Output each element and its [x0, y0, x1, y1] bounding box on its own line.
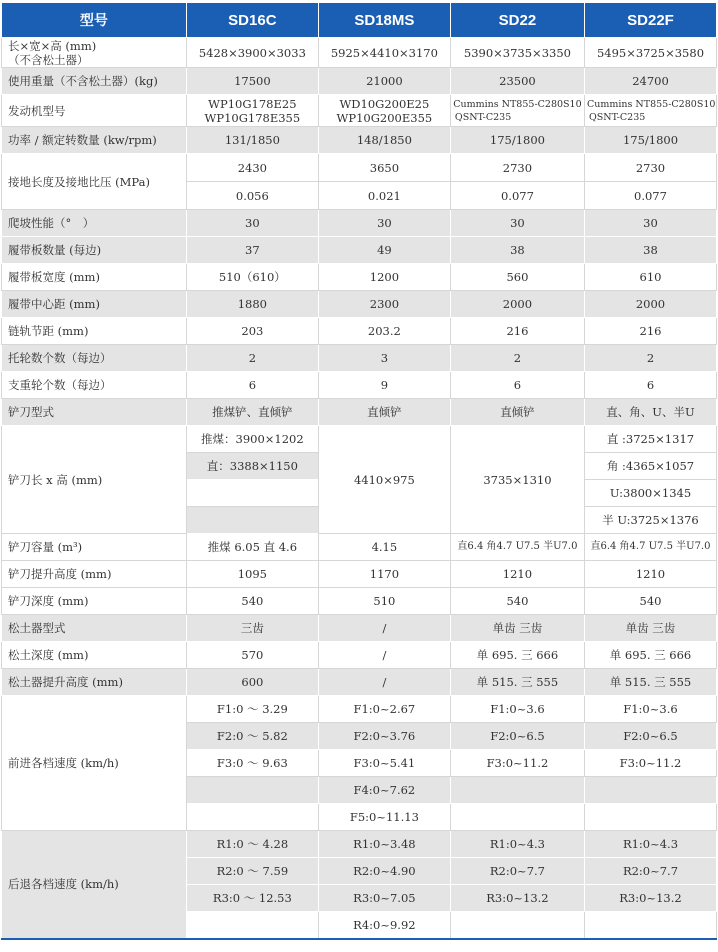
row-label: 铲刀提升高度 (mm) [2, 561, 187, 588]
cell: F3:0~11.2 [450, 750, 584, 777]
cell: 直6.4 角4.7 U7.5 半U7.0 [584, 534, 716, 561]
row-label: 支重轮个数（每边） [2, 372, 187, 399]
cell: 4410×975 [318, 426, 450, 534]
header-row [2, 3, 717, 38]
cell: 2730 [584, 154, 716, 182]
row-shoes [2, 237, 717, 264]
cell [584, 912, 716, 939]
cell: 203 [186, 318, 318, 345]
row-label: 后退各档速度 (km/h) [2, 831, 187, 939]
cell: 23500 [450, 68, 584, 95]
row-blade-size-1 [2, 426, 717, 453]
cell: 单 695. 三 666 [450, 642, 584, 669]
cell: 30 [186, 210, 318, 237]
cell: 540 [584, 588, 716, 615]
cell: 直倾铲 [318, 399, 450, 426]
cell: U:3800×1345 [584, 480, 716, 507]
row-shoe-width [2, 264, 717, 291]
cell: 30 [584, 210, 716, 237]
row-label: 功率 / 额定转数量 (kw/rpm) [2, 127, 187, 154]
cell: 17500 [186, 68, 318, 95]
cell: 1880 [186, 291, 318, 318]
cell [584, 95, 716, 127]
cell: 30 [318, 210, 450, 237]
cell: F2:0~6.5 [450, 723, 584, 750]
cell: 9 [318, 372, 450, 399]
row-label: 发动机型号 [2, 95, 187, 127]
cell: 2 [186, 345, 318, 372]
cell: 0.077 [584, 182, 716, 210]
row-blade-depth [2, 588, 717, 615]
cell: R2:0~4.90 [318, 858, 450, 885]
cell: F4:0~7.62 [318, 777, 450, 804]
cell: 3735×1310 [450, 426, 584, 534]
cell: F3:0 ～ 9.63 [186, 750, 318, 777]
row-weight [2, 68, 717, 95]
cell: 49 [318, 237, 450, 264]
row-track-rollers [2, 372, 717, 399]
row-label: 铲刀深度 (mm) [2, 588, 187, 615]
cell: R3:0~13.2 [584, 885, 716, 912]
cell: R3:0~13.2 [450, 885, 584, 912]
cell: 单齿 三齿 [584, 615, 716, 642]
cell: 角 :4365×1057 [584, 453, 716, 480]
label-line-2: （不含松土器） [8, 52, 89, 67]
cell: 2300 [318, 291, 450, 318]
row-ground-length [2, 154, 717, 182]
header-sd18ms: SD18MS [318, 3, 450, 38]
header-model-label: 型号 [2, 3, 187, 38]
cell: 21000 [318, 68, 450, 95]
cell [450, 777, 584, 804]
cell: 24700 [584, 68, 716, 95]
cell: 3650 [318, 154, 450, 182]
cell: 540 [450, 588, 584, 615]
cell [186, 507, 318, 534]
row-ripper-type [2, 615, 717, 642]
cell: 2000 [450, 291, 584, 318]
row-label: 链轨节距 (mm) [2, 318, 187, 345]
cell: 直：3388×1150 [186, 453, 318, 480]
row-label: 铲刀型式 [2, 399, 187, 426]
cell: 单 515. 三 555 [450, 669, 584, 696]
row-power [2, 127, 717, 154]
cell: 半 U:3725×1376 [584, 507, 716, 534]
cell [318, 95, 450, 127]
cell: 203.2 [318, 318, 450, 345]
cell-line: QSNT-C235 [454, 111, 512, 123]
cell: 直、角、U、半U [584, 399, 716, 426]
cell [186, 804, 318, 831]
cell: 1170 [318, 561, 450, 588]
cell: F1:0 ～ 3.29 [186, 696, 318, 723]
cell: 38 [584, 237, 716, 264]
cell: 560 [450, 264, 584, 291]
cell: 0.021 [318, 182, 450, 210]
cell: 2430 [186, 154, 318, 182]
cell: / [318, 642, 450, 669]
cell [186, 912, 318, 939]
cell: 2 [584, 345, 716, 372]
row-blade-capacity [2, 534, 717, 561]
cell: F2:0~6.5 [584, 723, 716, 750]
cell: R2:0~7.7 [584, 858, 716, 885]
cell: 175/1800 [584, 127, 716, 154]
row-dimensions [2, 38, 717, 68]
cell-line: WP10G200E355 [336, 110, 433, 125]
row-label: 托轮数个数（每边） [2, 345, 187, 372]
cell: 5495×3725×3580 [584, 38, 716, 68]
cell: F2:0 ～ 5.82 [186, 723, 318, 750]
cell: 131/1850 [186, 127, 318, 154]
cell: 216 [450, 318, 584, 345]
cell: 3 [318, 345, 450, 372]
cell: R4:0~9.92 [318, 912, 450, 939]
cell-line: WD10G200E25 [339, 96, 430, 111]
cell [584, 777, 716, 804]
cell: R1:0~3.48 [318, 831, 450, 858]
row-label: 铲刀容量 (m³) [2, 534, 187, 561]
row-blade-type [2, 399, 717, 426]
row-label [2, 38, 187, 68]
cell: 2000 [584, 291, 716, 318]
cell: 5428×3900×3033 [186, 38, 318, 68]
cell: 600 [186, 669, 318, 696]
cell: 6 [186, 372, 318, 399]
cell: 510 [318, 588, 450, 615]
cell: R1:0 ～ 4.28 [186, 831, 318, 858]
row-label: 松土器型式 [2, 615, 187, 642]
row-label: 爬坡性能（° ） [2, 210, 187, 237]
row-label: 接地长度及接地比压 (MPa) [2, 154, 187, 210]
cell: 1200 [318, 264, 450, 291]
cell [450, 95, 584, 127]
cell: F3:0~5.41 [318, 750, 450, 777]
cell [584, 804, 716, 831]
row-ripper-lift [2, 669, 717, 696]
cell: 单 695. 三 666 [584, 642, 716, 669]
cell: R2:0 ～ 7.59 [186, 858, 318, 885]
header-sd22f: SD22F [584, 3, 716, 38]
cell-line: QSNT-C235 [588, 111, 646, 123]
cell: 37 [186, 237, 318, 264]
row-label: 履带板数量 (每边) [2, 237, 187, 264]
row-label: 松土深度 (mm) [2, 642, 187, 669]
cell: 175/1800 [450, 127, 584, 154]
row-forward-1 [2, 696, 717, 723]
cell: F3:0~11.2 [584, 750, 716, 777]
cell: F5:0~11.13 [318, 804, 450, 831]
cell: 30 [450, 210, 584, 237]
cell: 510（610） [186, 264, 318, 291]
cell: 6 [584, 372, 716, 399]
cell: / [318, 669, 450, 696]
row-climb [2, 210, 717, 237]
cell: 直6.4 角4.7 U7.5 半U7.0 [450, 534, 584, 561]
cell-line: Cummins NT855-C280S10 [586, 98, 716, 110]
label-line-1: 长×宽×高 (mm) [8, 38, 97, 53]
row-label: 前进各档速度 (km/h) [2, 696, 187, 831]
row-label: 履带中心距 (mm) [2, 291, 187, 318]
cell: R3:0 ～ 12.53 [186, 885, 318, 912]
cell [186, 480, 318, 507]
cell: 5925×4410×3170 [318, 38, 450, 68]
row-label: 松土器提升高度 (mm) [2, 669, 187, 696]
cell: R1:0~4.3 [450, 831, 584, 858]
cell: 推煤 6.05 直 4.6 [186, 534, 318, 561]
cell-line: WP10G178E25 [208, 96, 297, 111]
cell: 216 [584, 318, 716, 345]
row-pitch [2, 318, 717, 345]
cell [450, 804, 584, 831]
row-gauge [2, 291, 717, 318]
cell: F1:0~3.6 [450, 696, 584, 723]
cell [186, 95, 318, 127]
cell: 6 [450, 372, 584, 399]
cell: 2730 [450, 154, 584, 182]
cell: F1:0~3.6 [584, 696, 716, 723]
row-ripper-depth [2, 642, 717, 669]
header-sd16c: SD16C [186, 3, 318, 38]
row-blade-lift [2, 561, 717, 588]
cell: 推煤铲、直倾铲 [186, 399, 318, 426]
cell: R3:0~7.05 [318, 885, 450, 912]
cell: F1:0~2.67 [318, 696, 450, 723]
row-carrier-rollers [2, 345, 717, 372]
cell-line: WP10G178E355 [204, 110, 301, 125]
row-label: 铲刀长 x 高 (mm) [2, 426, 187, 534]
cell: 单 515. 三 555 [584, 669, 716, 696]
cell: 0.056 [186, 182, 318, 210]
header-sd22: SD22 [450, 3, 584, 38]
row-label: 使用重量（不含松土器）(kg) [2, 68, 187, 95]
cell [450, 912, 584, 939]
row-engine [2, 95, 717, 127]
cell: 5390×3735×3350 [450, 38, 584, 68]
row-label: 履带板宽度 (mm) [2, 264, 187, 291]
cell: 570 [186, 642, 318, 669]
cell: F2:0~3.76 [318, 723, 450, 750]
cell-line: Cummins NT855-C280S10 [453, 98, 582, 110]
spec-table [1, 2, 717, 940]
cell: 0.077 [450, 182, 584, 210]
row-reverse-1 [2, 831, 717, 858]
cell: R1:0~4.3 [584, 831, 716, 858]
cell: 推煤：3900×1202 [186, 426, 318, 453]
cell: 4.15 [318, 534, 450, 561]
cell: 540 [186, 588, 318, 615]
cell [186, 777, 318, 804]
cell: R2:0~7.7 [450, 858, 584, 885]
cell: 直 :3725×1317 [584, 426, 716, 453]
cell: 2 [450, 345, 584, 372]
cell: 148/1850 [318, 127, 450, 154]
cell: 直倾铲 [450, 399, 584, 426]
cell: 610 [584, 264, 716, 291]
cell: 1095 [186, 561, 318, 588]
cell: 38 [450, 237, 584, 264]
cell: 1210 [450, 561, 584, 588]
cell: 单齿 三齿 [450, 615, 584, 642]
cell: / [318, 615, 450, 642]
cell: 1210 [584, 561, 716, 588]
cell: 三齿 [186, 615, 318, 642]
